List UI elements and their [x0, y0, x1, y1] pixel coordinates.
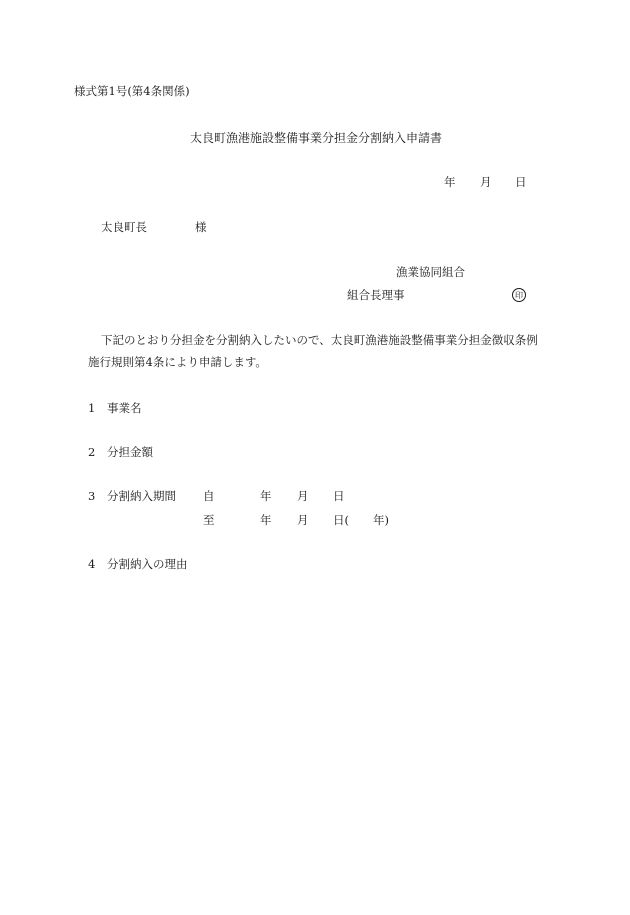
item-4-label: 分割納入の理由	[107, 557, 188, 571]
item-1-label: 事業名	[107, 401, 142, 415]
applicant-position: 組合長理事	[347, 288, 405, 302]
applicant-organization: 漁業協同組合	[396, 265, 465, 279]
addressee-honorific: 様	[195, 220, 207, 234]
seal-mark: 印	[512, 288, 526, 302]
item-4-number: 4	[88, 557, 96, 571]
period-duration-close: 年)	[373, 513, 389, 527]
period-from-month: 月	[297, 489, 309, 503]
date-day: 日	[515, 175, 527, 189]
period-from-year: 年	[260, 489, 272, 503]
period-to: 至	[203, 513, 215, 527]
addressee-name: 太良町長	[101, 220, 147, 234]
item-2-number: 2	[88, 445, 96, 459]
date-month: 月	[480, 175, 492, 189]
item-3-label: 分割納入期間	[107, 489, 176, 503]
date-year: 年	[444, 175, 456, 189]
period-from-day: 日	[333, 489, 345, 503]
period-from: 自	[203, 489, 215, 503]
item-2-label: 分担金額	[107, 445, 153, 459]
document-title: 太良町漁港施設整備事業分担金分割納入申請書	[190, 131, 443, 145]
period-to-day-open: 日(	[333, 513, 349, 527]
period-to-month: 月	[297, 513, 309, 527]
body-line-2: 施行規則第4条により申請します。	[88, 355, 267, 369]
item-1-number: 1	[88, 401, 96, 415]
item-3-number: 3	[88, 489, 96, 503]
body-line-1: 下記のとおり分担金を分割納入したいので、太良町漁港施設整備事業分担金徴収条例	[101, 333, 538, 347]
period-to-year: 年	[260, 513, 272, 527]
form-number: 様式第1号(第4条関係)	[74, 84, 190, 98]
